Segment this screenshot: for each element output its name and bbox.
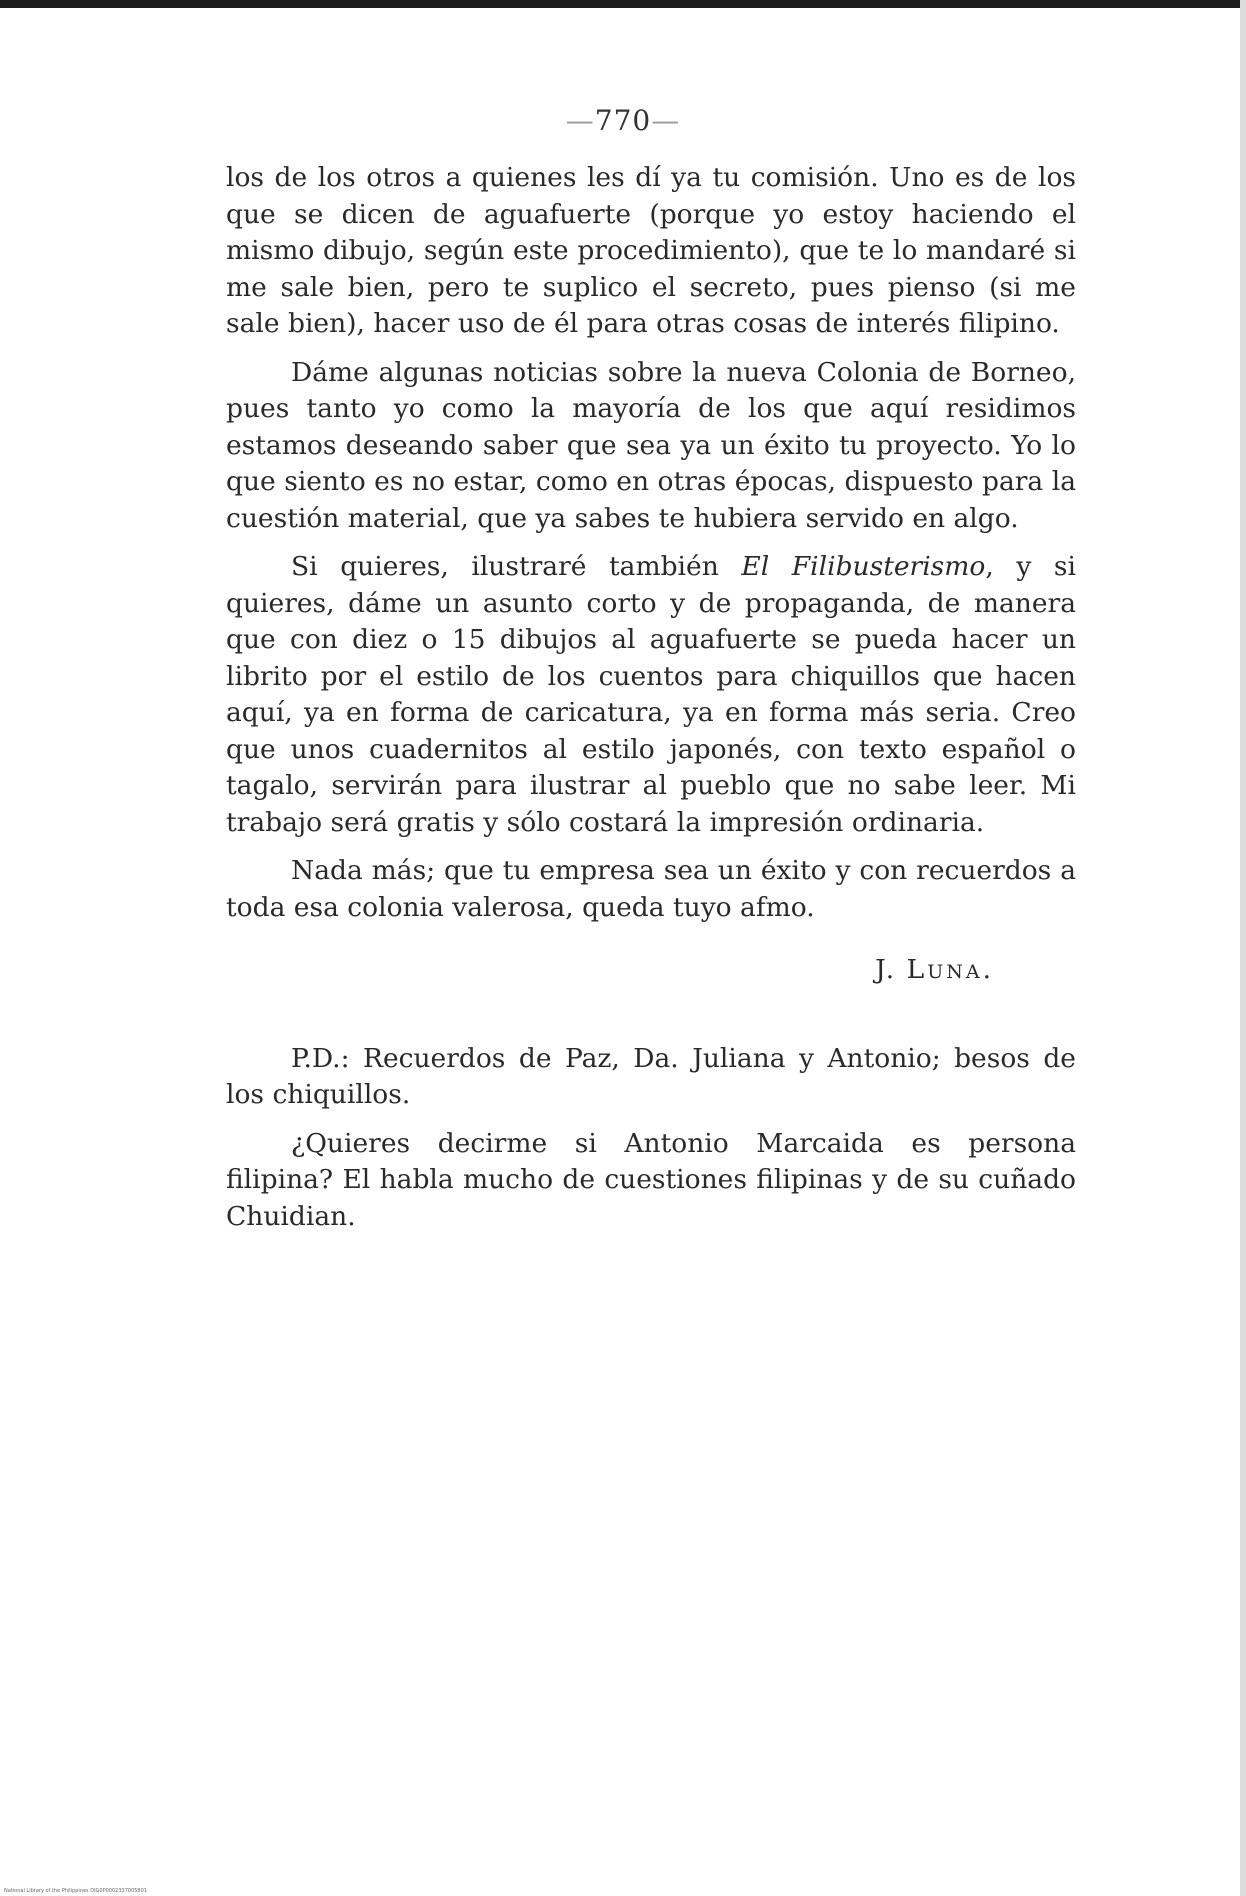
paragraph-2 [226, 355, 1076, 538]
letter-body [226, 160, 1076, 1235]
page-number-suffix: — [651, 104, 681, 137]
book-title-italic: El Filibusterismo [741, 551, 986, 582]
signature-initial: J. [875, 954, 897, 985]
page-number-prefix: — [565, 104, 595, 137]
paragraph-4 [226, 853, 1076, 926]
paragraph-1 [226, 160, 1076, 343]
postscript-1 [226, 1041, 1076, 1114]
postscript-2-text: ¿Quieres decirme si Antonio Marcaida es persona filipina? El habla mucho de cuestiones filipinas y de su cuñado Chuidian. [226, 1127, 1076, 1232]
postscript-2 [226, 1126, 1076, 1236]
paragraph-2-text: Dáme algunas noticias sobre la nueva Colonia de Borneo, pues tanto yo como la mayoría de los que aquí residimos estamos deseando saber que sea ya un éxito tu proyecto. Yo lo que siento es no estar, como en otras épocas, dispuesto para la cuestión material, que ya sabes te hubiera servido en algo. [226, 356, 1076, 534]
paragraph-3-text-start: Si quieres, ilustraré también [291, 551, 742, 582]
paragraph-4-text: Nada más; que tu empresa sea un éxito y con recuerdos a toda esa colonia valerosa, queda tuyo afmo. [226, 855, 1076, 923]
footer-credit: National Library of the Philippines DIG0P0002337005801 [4, 1888, 147, 1894]
page-number [0, 104, 1246, 137]
signature-surname: Luna. [906, 954, 994, 985]
paragraph-3-text-end: , y si quieres, dáme un asunto corto y de propaganda, de manera que con diez o 15 dibujos al aguafuerte se pueda hacer un librito por el estilo de los cuentos para chiquillos que hacen aquí, ya en forma de caricatura, ya en forma más seria. Creo que unos cuadernitos al estilo japonés, con texto español o tagalo, servirán para ilustrar al pueblo que no sabe leer. Mi trabajo será gratis y sólo costará la impresión ordinaria. [226, 551, 1076, 838]
paragraph-1-text: los de los otros a quienes les dí ya tu comisión. Uno es de los que se dicen de aguafuerte (porque yo estoy haciendo el mismo dibujo, según este procedimiento), que te lo mandaré si me sale bien, pero te suplico el secreto, pues pienso (si me sale bien), hacer uso de él para otras cosas de interés filipino. [226, 162, 1076, 339]
paragraph-3 [226, 549, 1076, 841]
postscript-1-text: P.D.: Recuerdos de Paz, Da. Juliana y Antonio; besos de los chiquillos. [226, 1042, 1076, 1110]
scan-top-edge [0, 0, 1246, 8]
postscript [226, 1041, 1076, 1236]
page-number-value: 770 [594, 104, 652, 137]
scan-right-edge [1240, 0, 1246, 1896]
signature [226, 952, 1076, 989]
